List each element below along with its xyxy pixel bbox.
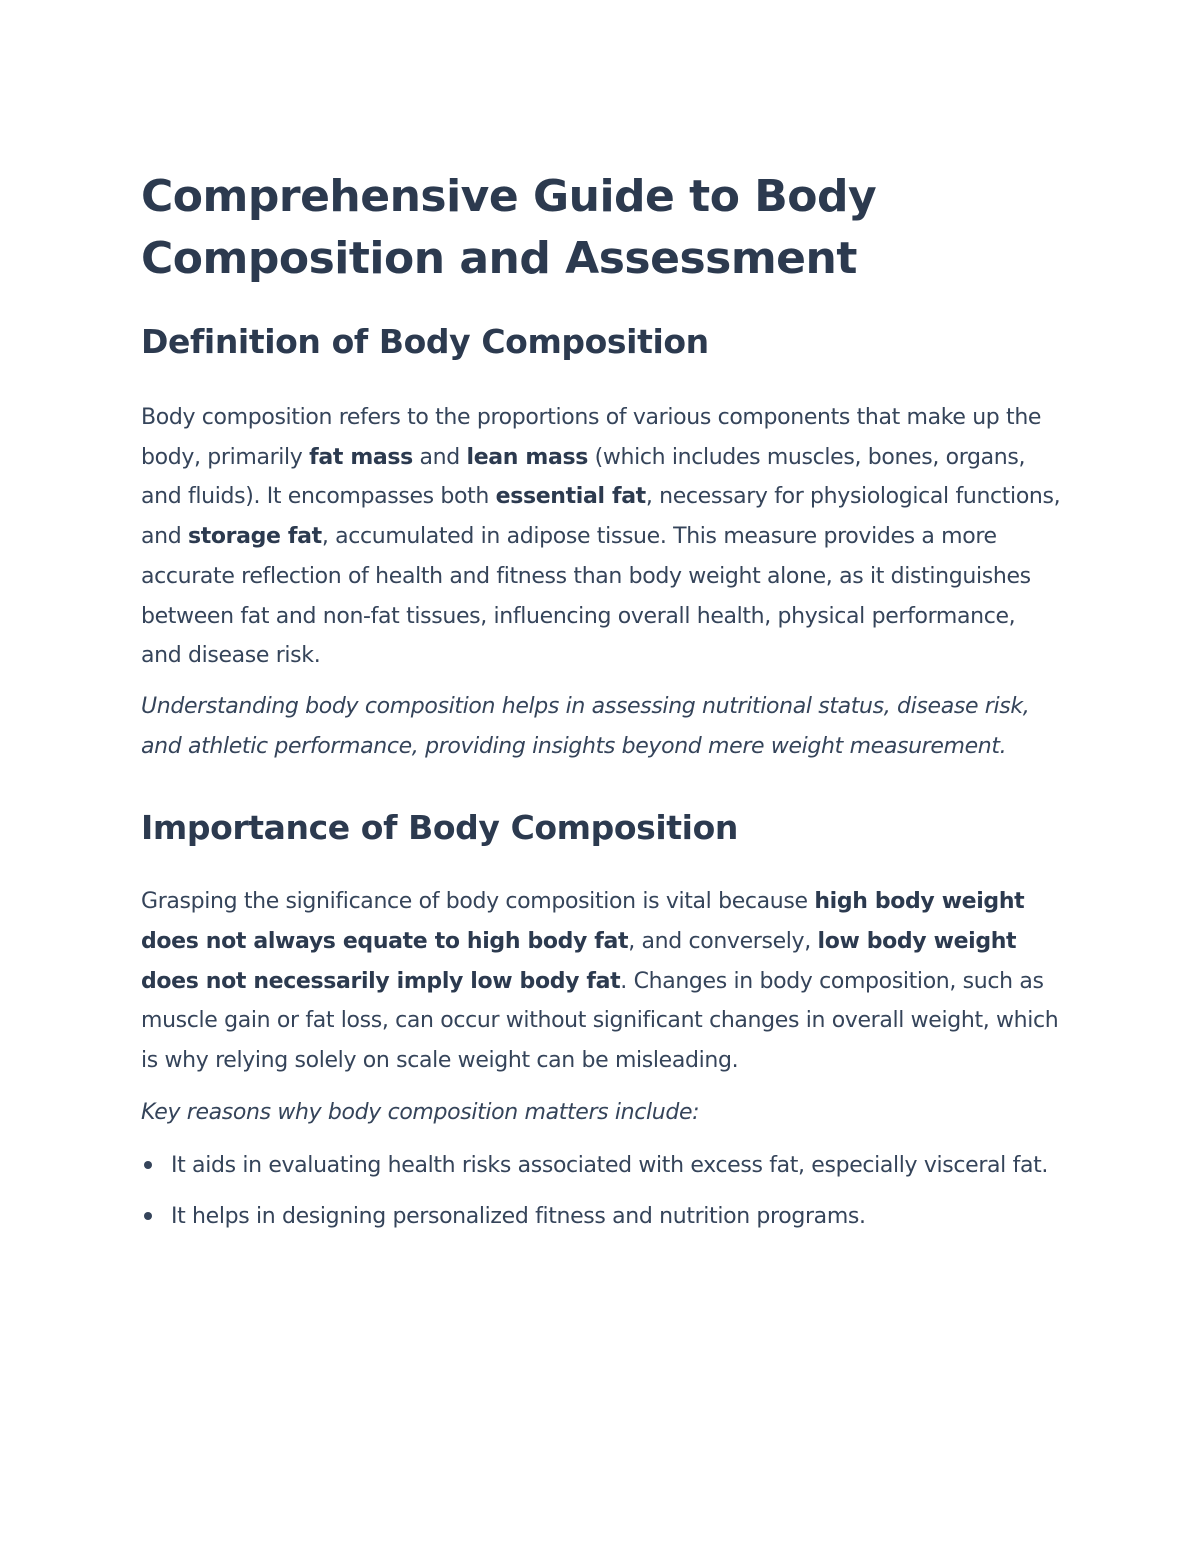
definition-paragraph: [141, 398, 1061, 676]
bold-term-lean-mass: lean mass: [466, 444, 588, 470]
section-heading-definition: Definition of Body Composition: [141, 322, 709, 361]
text-run: (which includes muscles, bones, organs, and fluids). It encompasses both: [141, 444, 1026, 510]
text-run: Body composition refers to the proportions of various components that make up the body, primarily: [141, 405, 1042, 470]
reasons-list: [141, 1146, 1061, 1237]
bold-statement-high-weight: high body weight does not always equate to high body fat: [141, 889, 1025, 955]
bullet-icon: [144, 1212, 152, 1220]
text-run: , and conversely,: [628, 929, 818, 955]
bold-term-storage-fat: storage fat: [187, 524, 322, 550]
text-run: , accumulated in adipose tissue. This measure provides a more accurate reflection of health and fitness than body weight alone, as it distinguishes between fat and non-fat tissues, influencing overall health, physical performance, and disease risk.: [141, 524, 1031, 669]
text-run: Grasping the significance of body composition is vital because: [141, 889, 815, 915]
document-content: [141, 166, 1061, 1249]
list-item: [141, 1146, 1061, 1186]
text-run: . Changes in body composition, such as muscle gain or fat loss, can occur without significant changes in overall weight, which is why relying solely on scale weight can be misleading.: [141, 968, 1059, 1074]
text-run: and: [412, 444, 467, 470]
list-item: [141, 1197, 1061, 1237]
bold-term-essential-fat: essential fat: [495, 484, 646, 510]
text-run: , necessary for physiological functions, and: [141, 484, 1061, 550]
list-item-text: It helps in designing personalized fitness and nutrition programs.: [171, 1204, 866, 1230]
document-title: Comprehensive Guide to Body Composition and Assessment: [141, 171, 877, 284]
italic-reasons-intro: Key reasons why body composition matters include:: [141, 1099, 700, 1125]
importance-paragraph: [141, 882, 1061, 1081]
bold-term-fat-mass: fat mass: [309, 444, 413, 470]
italic-note: Understanding body composition helps in assessing nutritional status, disease risk, and athletic performance, providing insights beyond mere weight measurement.: [141, 693, 1030, 759]
bullet-icon: [144, 1161, 152, 1169]
list-item-text: It aids in evaluating health risks associated with excess fat, especially visceral fat.: [171, 1152, 1049, 1178]
definition-note: [141, 687, 1061, 766]
bold-statement-low-weight: low body weight does not necessarily imply low body fat: [141, 929, 1017, 994]
reasons-intro: [141, 1093, 1061, 1133]
section-heading-importance: Importance of Body Composition: [141, 808, 738, 848]
